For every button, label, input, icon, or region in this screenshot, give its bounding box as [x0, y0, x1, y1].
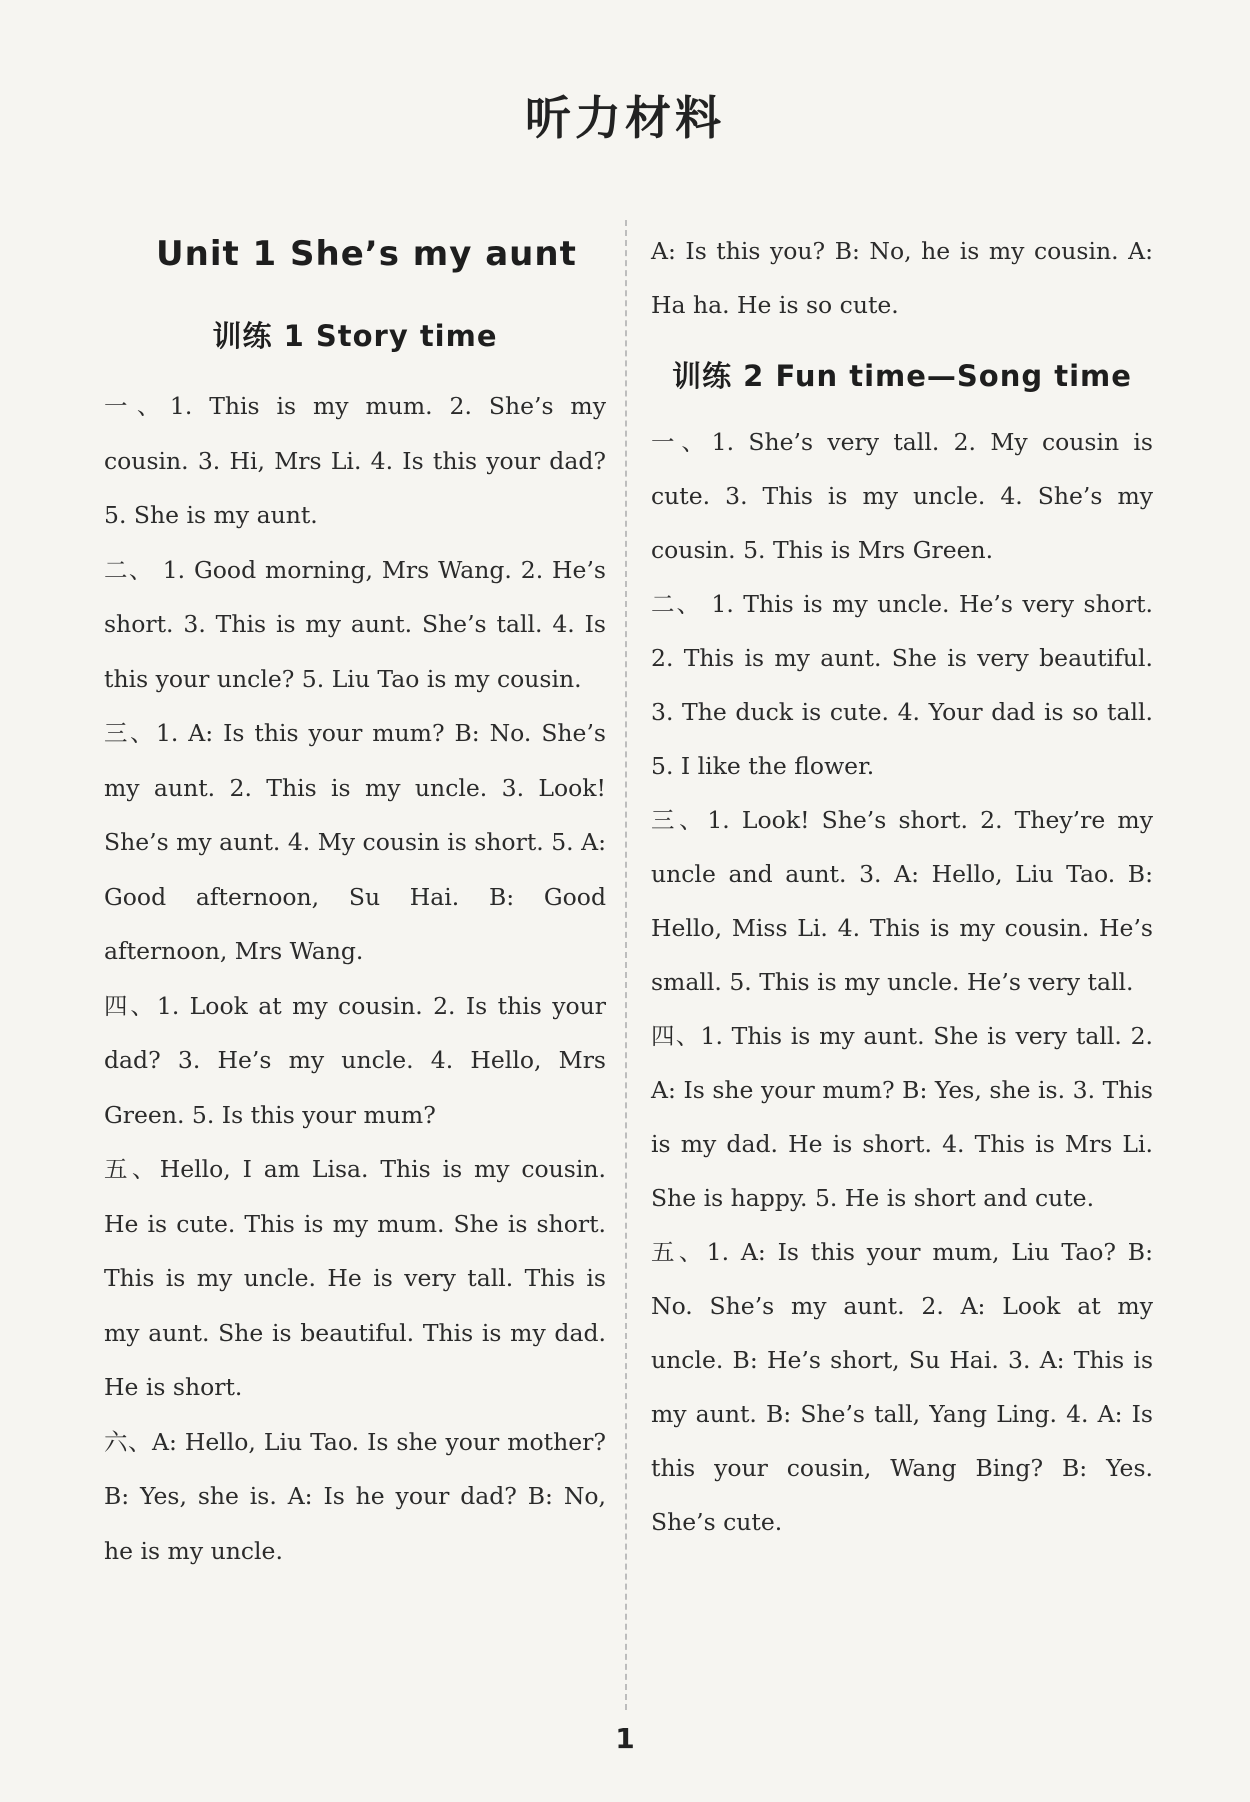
unit-title: Unit 1 She’s my aunt	[156, 234, 577, 274]
page-number: 1	[615, 1722, 635, 1755]
exercise-1: 一、1. She’s very tall. 2. My cousin is cute. 3. This is my uncle. 4. She’s my cousin. 5. This is Mrs Green.	[651, 428, 1153, 564]
lesson-title-1: 训练 1 Story time	[212, 319, 498, 353]
lesson-title-2: 训练 2 Fun time—Song time	[672, 359, 1132, 393]
exercise-3: 三、1. A: Is this your mum? B: No. She’s my aunt. 2. This is my uncle. 3. Look! She’s my aunt. 4. My cousin is short. 5. A: Good afternoon, Su Hai. B: Good afternoon, Mrs Wang.	[104, 719, 606, 965]
left-column	[104, 224, 606, 1578]
exercise-4: 四、1. Look at my cousin. 2. Is this your dad? 3. He’s my uncle. 4. Hello, Mrs Green. 5. Is this your mum?	[104, 991, 606, 1129]
exercise-5: 五、1. A: Is this your mum, Liu Tao? B: No. She’s my aunt. 2. A: Look at my uncle. B: He’s short, Su Hai. 3. A: This is my aunt. B: She’s tall, Yang Ling. 4. A: Is this your cousin, Wang Bing? B: Yes. She’s cute.	[651, 1238, 1153, 1536]
exercise-2: 二、 1. Good morning, Mrs Wang. 2. He’s short. 3. This is my aunt. She’s tall. 4. Is this your uncle? 5. Liu Tao is my cousin.	[104, 555, 606, 693]
page-title: 听力材料	[525, 91, 725, 145]
exercise-5: 五、Hello, I am Lisa. This is my cousin. He is cute. This is my mum. She is short. This is my uncle. He is very tall. This is my aunt. She is beautiful. This is my dad. He is short.	[104, 1155, 606, 1401]
exercise-2: 二、 1. This is my uncle. He’s very short. 2. This is my aunt. She is very beautiful. 3. The duck is cute. 4. Your dad is so tall. 5. I like the flower.	[651, 590, 1153, 780]
right-column	[651, 224, 1153, 1549]
exercise-1: 一、1. This is my mum. 2. She’s my cousin. 3. Hi, Mrs Li. 4. Is this your dad? 5. She is my aunt.	[104, 392, 606, 529]
exercise-6: 六、A: Hello, Liu Tao. Is she your mother? B: Yes, she is. A: Is he your dad? B: No, he is my uncle.	[104, 1427, 606, 1565]
column-divider	[625, 220, 627, 1710]
exercise-6-continued: A: Is this you? B: No, he is my cousin. A: Ha ha. He is so cute.	[651, 237, 1153, 319]
exercise-3: 三、1. Look! She’s short. 2. They’re my uncle and aunt. 3. A: Hello, Liu Tao. B: Hello, Miss Li. 4. This is my cousin. He’s small. 5. This is my uncle. He’s very tall.	[651, 806, 1153, 996]
exercise-4: 四、1. This is my aunt. She is very tall. 2. A: Is she your mum? B: Yes, she is. 3. This is my dad. He is short. 4. This is Mrs Li. She is happy. 5. He is short and cute.	[651, 1022, 1153, 1212]
